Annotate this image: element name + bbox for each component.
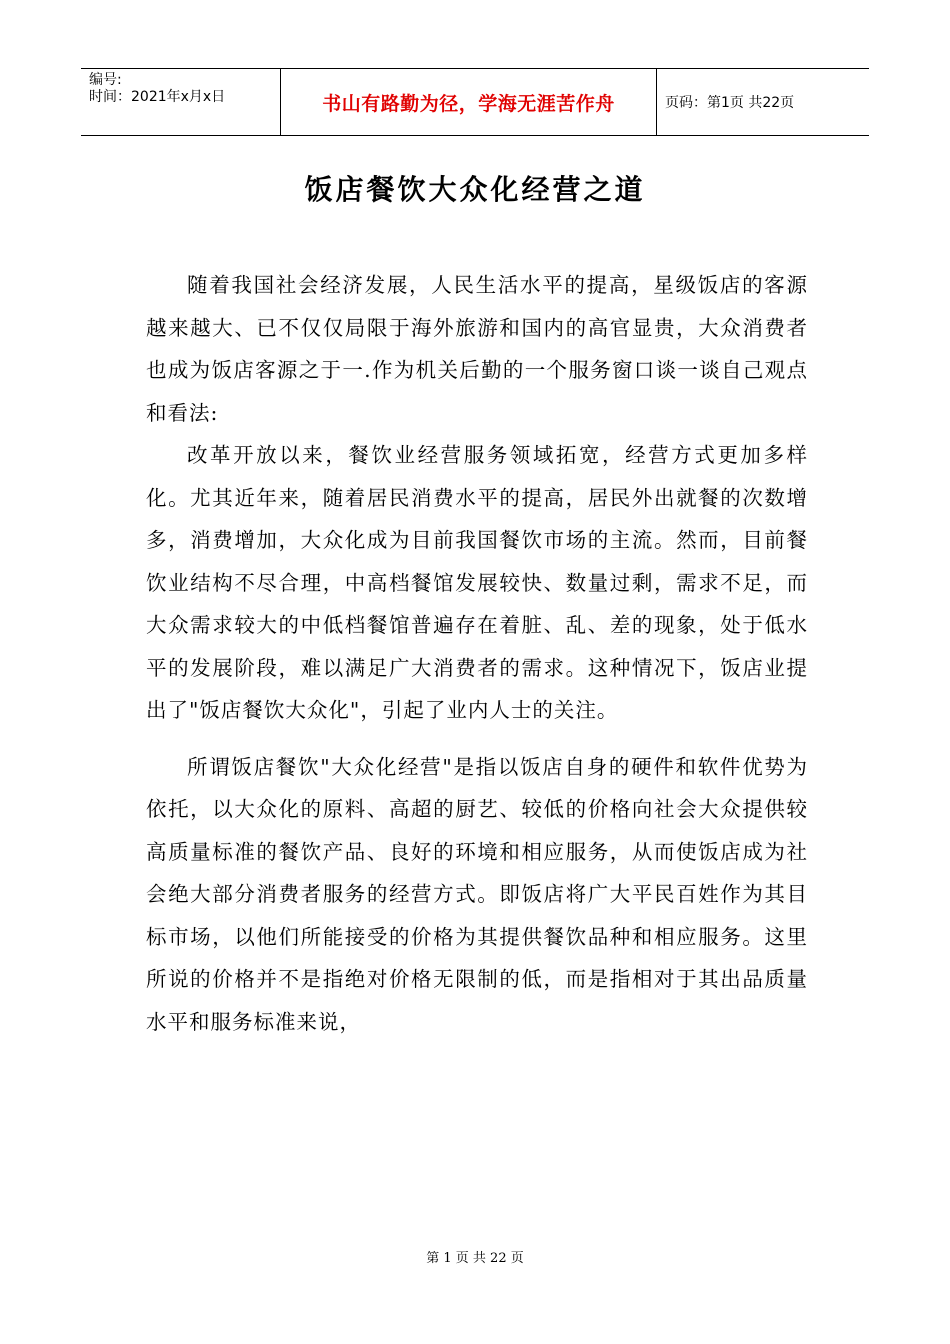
document-header	[81, 68, 869, 136]
page-footer: 第 1 页 共 22 页	[426, 1251, 524, 1266]
header-page-info: 页码：第1页 共22页	[665, 95, 795, 111]
header-motto: 书山有路勤为径，学海无涯苦作舟	[281, 69, 657, 135]
paragraph-3: 所谓饭店餐饮"大众化经营"是指以饭店自身的硬件和软件优势为依托，以大众化的原料、高超的厨艺、较低的价格向社会大众提供较高质量标准的餐饮产品、良好的环境和相应服务，从而使饭店成为社会绝大部分消费者服务的经营方式。即饭店将广大平民百姓作为其目标市场，以他们所能接受的价格为其提供餐饮品种和相应服务。这里所说的价格并不是指绝对价格无限制的低，而是指相对于其出品质量水平和服务标准来说，	[146, 754, 808, 1034]
document-body	[146, 264, 808, 1043]
document-title: 饭店餐饮大众化经营之道	[304, 173, 646, 206]
time-label: 时间：2021年x月x日	[89, 89, 226, 105]
number-label: 编号:	[89, 72, 122, 88]
header-meta-cell	[81, 69, 281, 135]
paragraph-1: 随着我国社会经济发展，人民生活水平的提高，星级饭店的客源越来越大、已不仅仅局限于海外旅游和国内的高官显贵，大众消费者也成为饭店客源之于一.作为机关后勤的一个服务窗口谈一谈自己观点和看法:	[146, 273, 808, 425]
paragraph-2: 改革开放以来，餐饮业经营服务领域拓宽，经营方式更加多样化。尤其近年来，随着居民消费水平的提高，居民外出就餐的次数增多，消费增加，大众化成为目前我国餐饮市场的主流。然而，目前餐饮业结构不尽合理，中高档餐馆发展较快、数量过剩，需求不足，而大众需求较大的中低档餐馆普遍存在着脏、乱、差的现象，处于低水平的发展阶段，难以满足广大消费者的需求。这种情况下，饭店业提出了"饭店餐饮大众化"，引起了业内人士的关注。	[146, 443, 808, 722]
